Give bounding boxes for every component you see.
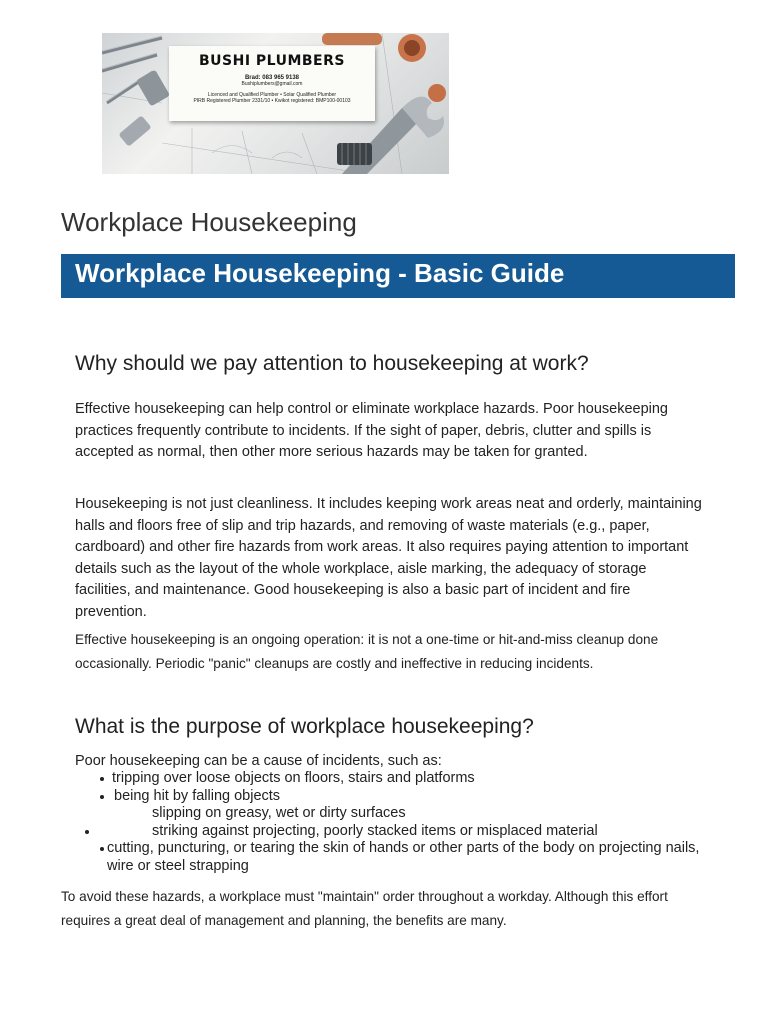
company-name: BUSHI PLUMBERS — [198, 53, 345, 69]
list-item — [75, 840, 715, 875]
list-item-text: being hit by falling objects — [114, 787, 281, 804]
list-item — [75, 823, 715, 841]
bullet-icon — [100, 795, 104, 799]
guide-heading-bar — [61, 254, 735, 298]
hazard-list — [75, 770, 715, 876]
license-line: Licenced and Qualified Plumber • Solar Qualified Plumber — [207, 92, 337, 98]
registration-line: PIRB Registered Plumber 2331/10 • Kwikot registered: BMP100-00103 — [193, 98, 351, 104]
paragraph-effective-housekeeping: Effective housekeeping can help control or eliminate workplace hazards. Poor housekeeping practices frequently contribute to incidents. If the sight of paper, debris, clutter and spills is accepted as normal, then other more serious hazards may be taken for granted. — [75, 401, 668, 461]
list-item-text: cutting, puncturing, or tearing the skin of hands or other parts of the body on projecting nails, wire or steel strapping — [107, 840, 700, 874]
bullet-icon — [100, 777, 104, 781]
business-card — [169, 46, 375, 121]
page-title: Workplace Housekeeping — [61, 207, 357, 237]
list-intro: Poor housekeeping can be a cause of incidents, such as: — [75, 753, 442, 769]
closing-paragraph: To avoid these hazards, a workplace must "maintain" order throughout a workday. Although this effort requires a great deal of management and planning, the benefits are many. — [61, 889, 668, 928]
contact-phone: Brad: 083 965 9138 — [244, 75, 300, 81]
bullet-icon — [85, 830, 89, 834]
section-heading-why: Why should we pay attention to housekeeping at work? — [75, 352, 589, 375]
bullet-icon — [100, 847, 104, 851]
paragraph-ongoing-operation: Effective housekeeping is an ongoing operation: it is not a one-time or hit-and-miss cleanup done occasionally. Periodic "panic" cleanups are costly and ineffective in reducing incidents. — [75, 632, 659, 671]
guide-heading-text: Workplace Housekeeping - Basic Guide — [75, 258, 565, 288]
paragraph-not-just-cleanliness: Housekeeping is not just cleanliness. It includes keeping work areas neat and orderly, maintaining halls and floors free of slip and trip hazards, and removing of waste materials (e.g., paper, cardboard) and other fire hazards from work areas. It also requires paying attention to important details such as the layout of the whole workplace, aisle marking, the adequacy of storage facilities, and maintenance. Good housekeeping is also a basic part of incident and fire prevention. — [75, 496, 702, 620]
company-banner — [102, 33, 449, 174]
section-heading-purpose: What is the purpose of workplace housekeeping? — [75, 715, 534, 738]
contact-email: Bushiplumbers@gmail.com — [241, 81, 303, 87]
list-item-text: slipping on greasy, wet or dirty surfaces — [152, 805, 406, 822]
list-item — [75, 770, 715, 788]
list-item — [75, 788, 715, 806]
list-item-text: striking against projecting, poorly stacked items or misplaced material — [152, 822, 598, 839]
list-item — [75, 805, 715, 823]
list-item-text: tripping over loose objects on floors, stairs and platforms — [112, 770, 475, 786]
